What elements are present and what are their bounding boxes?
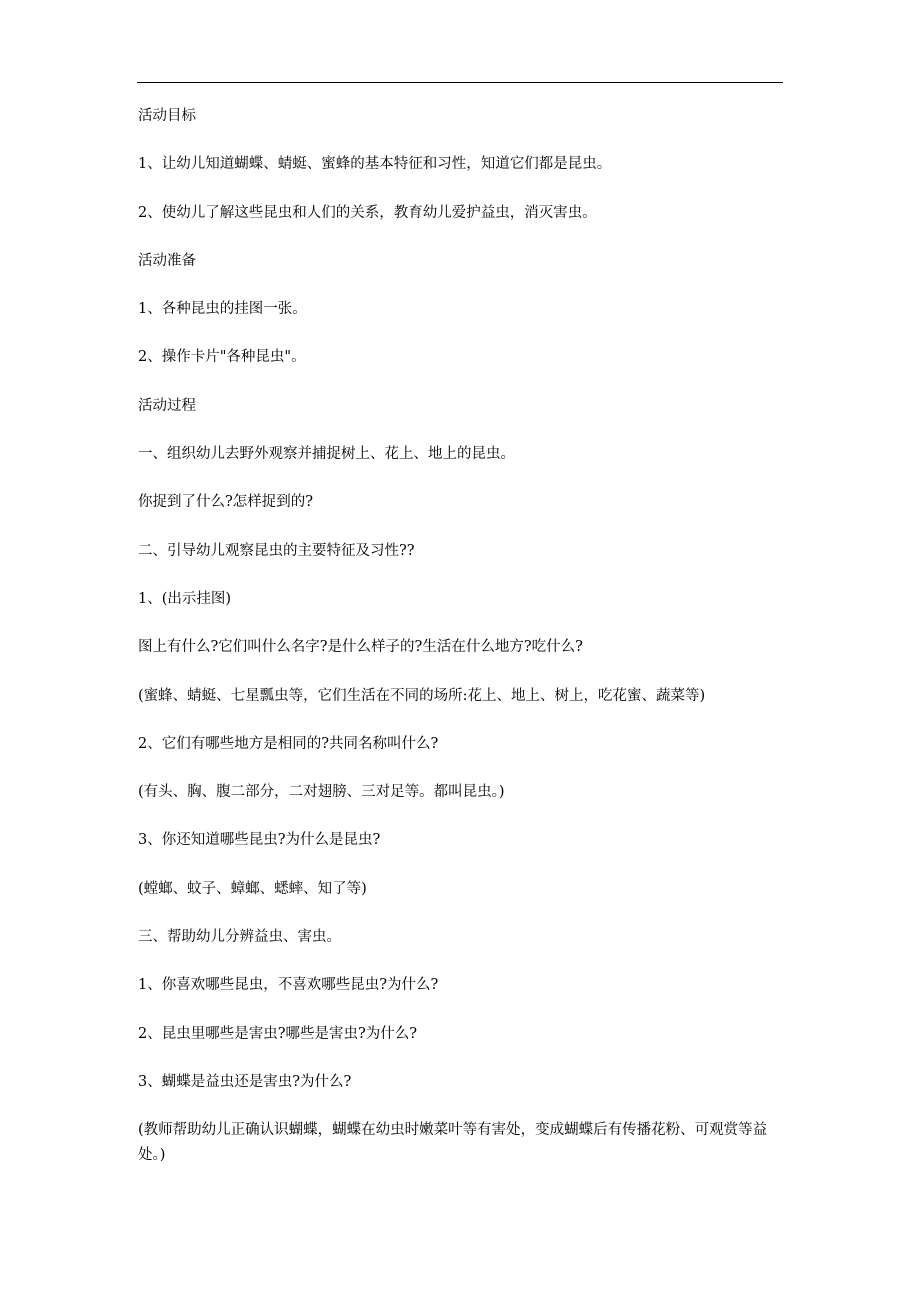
preparation-item-1: 1、各种昆虫的挂图一张。 [138, 301, 307, 318]
header-rule [137, 82, 783, 83]
process-step-2: 二、引导幼儿观察昆虫的主要特征及习性?? [138, 542, 415, 559]
process-substep-3: 3、你还知道哪些昆虫?为什么是昆虫? [138, 832, 381, 849]
process-answer: (教师帮助幼儿正确认识蝴蝶，蝴蝶在幼虫时嫩菜叶等有害处，变成蝴蝶后有传播花粉、可观赏等益处。) [138, 1122, 768, 1164]
document-body [138, 104, 788, 1192]
section-heading-goals: 活动目标 [138, 108, 196, 124]
process-substep-3: 3、蝴蝶是益虫还是害虫?为什么? [138, 1073, 352, 1090]
section-heading-preparation: 活动准备 [138, 252, 196, 269]
process-answer: (有头、胸、腹二部分，二对翅膀、三对足等。都叫昆虫。) [138, 784, 505, 801]
preparation-item-2: 2、操作卡片"各种昆虫"。 [138, 349, 306, 366]
process-answer: (蜜蜂、蜻蜓、七星瓢虫等，它们生活在不同的场所:花上、地上、树上，吃花蜜、蔬菜等) [138, 687, 706, 704]
process-question: 你捉到了什么?怎样捉到的? [138, 494, 314, 511]
process-answer: (螳螂、蚊子、蟑螂、蟋蟀、知了等) [138, 880, 367, 897]
process-question: 图上有什么?它们叫什么名字?是什么样子的?生活在什么地方?吃什么? [138, 639, 583, 656]
process-substep-1: 1、(出示挂图) [138, 590, 232, 607]
process-step-3: 三、帮助幼儿分辨益虫、害虫。 [138, 929, 341, 946]
process-substep-2: 2、它们有哪些地方是相同的?共同名称叫什么? [138, 735, 439, 752]
process-substep-2: 2、昆虫里哪些是害虫?哪些是害虫?为什么? [138, 1025, 418, 1042]
process-step-1: 一、组织幼儿去野外观察并捕捉树上、花上、地上的昆虫。 [138, 446, 515, 463]
goal-item-2: 2、使幼儿了解这些昆虫和人们的关系，教育幼儿爱护益虫，消灭害虫。 [138, 204, 597, 221]
section-heading-process: 活动过程 [138, 397, 196, 414]
goal-item-1: 1、让幼儿知道蝴蝶、蜻蜓、蜜蜂的基本特征和习性，知道它们都是昆虫。 [138, 156, 612, 173]
process-substep-1: 1、你喜欢哪些昆虫，不喜欢哪些昆虫?为什么? [138, 977, 439, 994]
